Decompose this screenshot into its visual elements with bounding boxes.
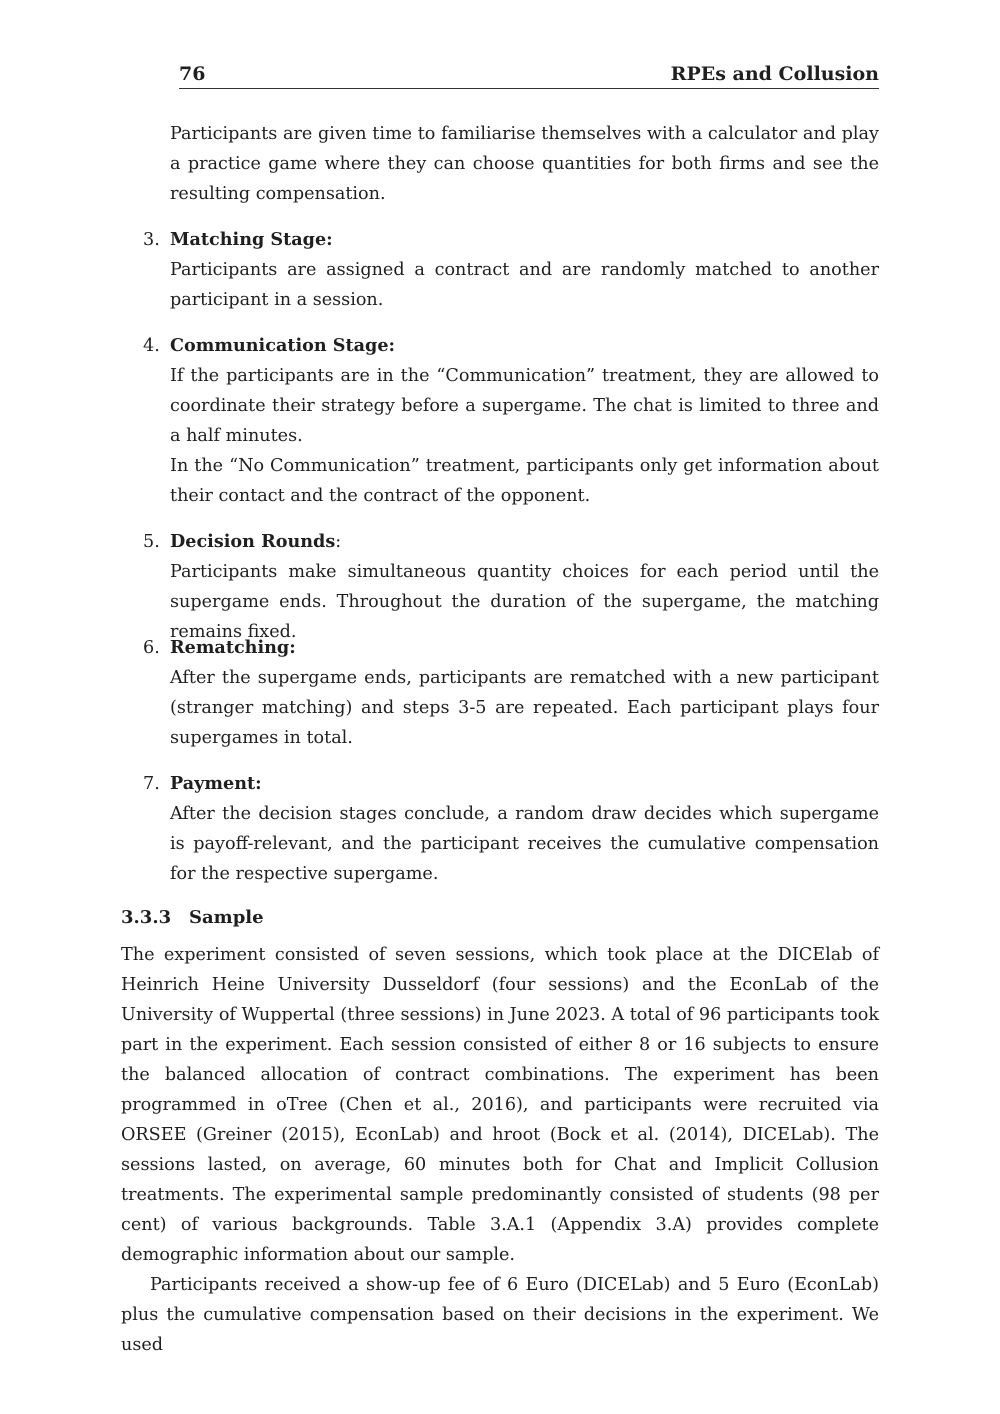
body-text: [121, 940, 879, 1360]
step-title: Communication Stage:: [170, 335, 396, 356]
step-title: Payment:: [170, 773, 262, 794]
intro-paragraph: [170, 119, 879, 209]
paragraph-text: Participants are assigned a contract and are randomly matched to another participant in a session.: [170, 260, 879, 310]
step-body: [170, 799, 879, 889]
paragraph-text: Participants make simultaneous quantity choices for each period until the supergame ends. Throughout the duration of the supergame, the matching remains fixed.: [170, 562, 879, 642]
step-title: Rematching:: [170, 637, 296, 658]
step-body: [170, 361, 879, 511]
step-body: [170, 663, 879, 753]
paragraph-text: Participants received a show-up fee of 6 Euro (DICELab) and 5 Euro (EconLab) plus the cumulative compensation based on their decisions in the experiment. We used: [121, 1275, 879, 1355]
paragraph-text: The experiment consisted of seven sessions, which took place at the DICElab of Heinrich Heine University Dusseldorf (four sessions) and the EconLab of the University of Wuppertal (three sessions) in June 2023. A total of 96 participants took part in the experiment. Each session consisted of either 8 or 16 subjects to ensure the balanced allocation of contract combinations. The experiment has been programmed in oTree (Chen et al., 2016), and participants were recruited via ORSEE (Greiner (2015), EconLab) and hroot (Bock et al. (2014), DICELab). The sessions lasted, on average, 60 minutes both for Chat and Implicit Collusion treatments. The experimental sample predominantly consisted of students (98 per cent) of various backgrounds. Table 3.A.1 (Appendix 3.A) provides complete demographic information about our sample.: [121, 945, 879, 1265]
step-title: Decision Rounds:: [170, 531, 342, 552]
section-title: Sample: [189, 907, 264, 928]
step-body: [170, 255, 879, 315]
section-heading: [121, 903, 264, 933]
paragraph-text: In the “No Communication” treatment, participants only get information about their contact and the contract of the opponent.: [170, 456, 879, 506]
running-header: [179, 60, 879, 89]
paragraph-text: After the supergame ends, participants are rematched with a new participant (stranger matching) and steps 3-5 are repeated. Each participant plays four supergames in total.: [170, 668, 879, 748]
section-number: 3.3.3: [121, 907, 172, 928]
page-number: 76: [179, 63, 206, 85]
paragraph-text: If the participants are in the “Communication” treatment, they are allowed to coordinate their strategy before a supergame. The chat is limited to three and a half minutes.: [170, 366, 879, 446]
step-number: 5.: [143, 532, 160, 552]
paragraph-text: Participants are given time to familiarise themselves with a calculator and play a practice game where they can choose quantities for both firms and see the resulting compensation.: [170, 124, 879, 204]
step-number: 4.: [143, 336, 160, 356]
step-number: 3.: [143, 230, 160, 250]
step-number: 6.: [143, 638, 160, 658]
running-title: RPEs and Collusion: [670, 63, 879, 85]
step-number: 7.: [143, 774, 160, 794]
paragraph-text: After the decision stages conclude, a random draw decides which supergame is payoff-relevant, and the participant receives the cumulative compensation for the respective supergame.: [170, 804, 879, 884]
step-title: Matching Stage:: [170, 229, 333, 250]
